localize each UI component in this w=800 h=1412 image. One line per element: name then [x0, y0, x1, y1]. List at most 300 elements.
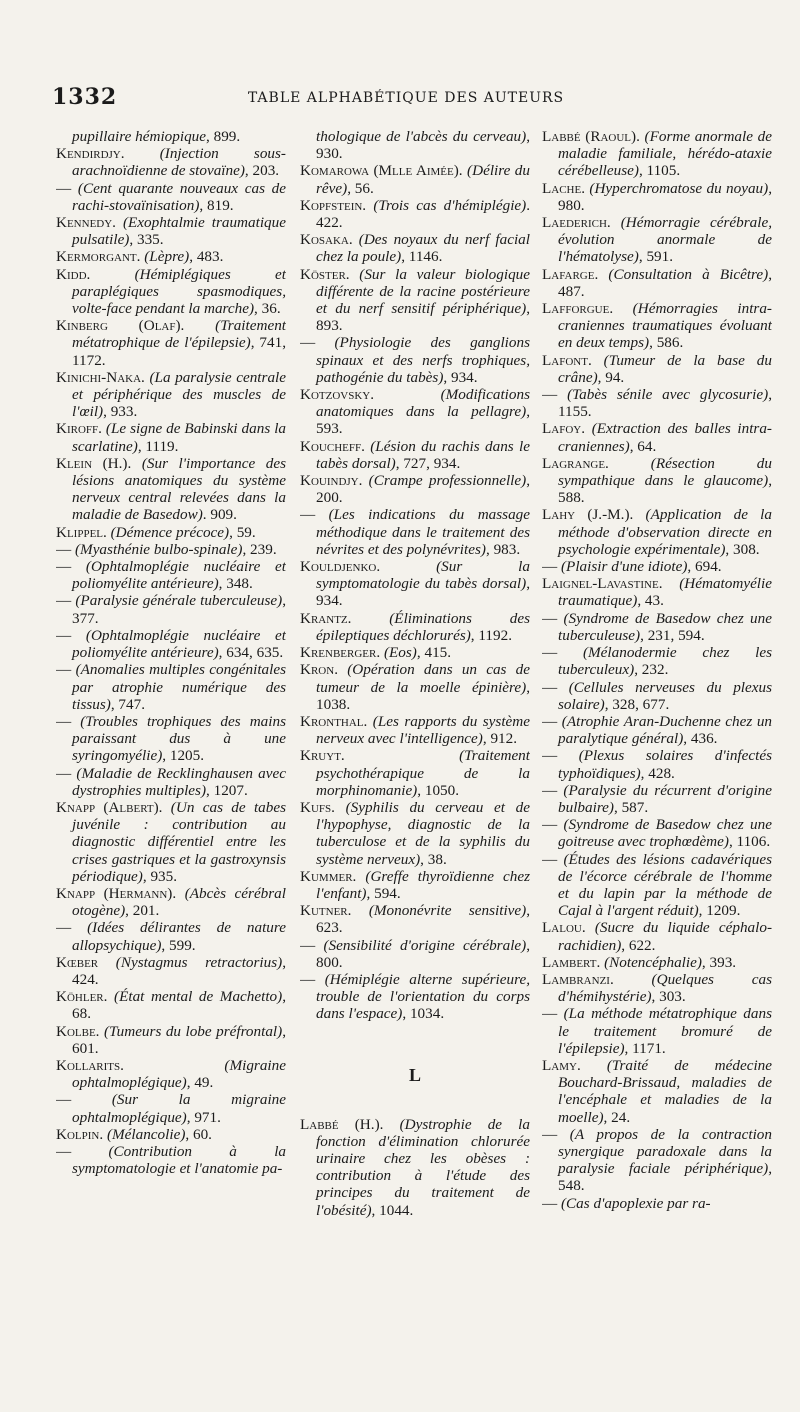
page-references: , 428.: [640, 764, 675, 782]
author-name: —: [56, 592, 72, 610]
index-entry: [542, 1126, 772, 1195]
page-references: , 60.: [185, 1125, 212, 1143]
page-references: , 415.: [416, 644, 452, 662]
index-entry: [542, 506, 772, 558]
work-title: (Myasthénie bulbo-spinale): [74, 540, 243, 558]
page-references: , 49.: [186, 1074, 214, 1092]
work-title: (Éliminations des épileptiques déchlorurés): [316, 609, 530, 644]
index-entry: [56, 1126, 286, 1143]
index-entry: [300, 713, 530, 747]
index-entry: [56, 1143, 286, 1177]
author-name: —: [300, 970, 316, 988]
index-entry: [300, 162, 530, 196]
page-references: , 348.: [218, 575, 253, 593]
page-references: , 1050.: [417, 781, 460, 799]
author-name: —: [542, 712, 558, 730]
page-references: , 201.: [125, 902, 160, 920]
page-references: , 308.: [725, 540, 760, 558]
page-references: , 622.: [621, 936, 656, 954]
work-title: (Syndrome de Basedow chez une goitreuse avec trophœdème): [558, 816, 772, 851]
work-title: (Mélanodermie chez les tuberculeux): [558, 644, 772, 679]
work-title: (Physiologie des ganglions spinaux et des nerfs trophiques, pathogénie du tabès): [316, 334, 530, 386]
running-title: TABLE ALPHABÉTIQUE DES AUTEURS: [247, 90, 565, 106]
work-title: (Résection du sympathique dans le glaucome): [558, 454, 772, 490]
author-name: —: [542, 558, 558, 576]
author-name: Komarowa (Mlle Aimée).: [300, 162, 463, 180]
page-references: , 200.: [316, 472, 530, 507]
work-title: (Nystagmus retractorius): [115, 953, 283, 971]
page-references: , 231, 594.: [640, 626, 705, 644]
index-entry: [56, 541, 286, 558]
index-entry: [542, 971, 772, 1005]
author-name: —: [56, 1091, 72, 1109]
work-title: (Ophtalmoplégie nucléaire et poliomyélite antérieure): [72, 626, 286, 662]
author-name: Kermorgant.: [56, 248, 141, 266]
page-references: , 24.: [603, 1108, 631, 1126]
page-references: , 59.: [229, 523, 256, 541]
work-title: (Consultation à Bicêtre): [608, 265, 769, 283]
page-references: , 694.: [687, 558, 722, 576]
author-name: Kinichi-Naka.: [56, 368, 145, 386]
work-title: (Sur l'importance des lésions anatomiques du système nerveux central relevées dans la maladie de Basedow): [72, 454, 286, 524]
author-name: —: [56, 540, 72, 558]
index-entry: [300, 386, 530, 438]
index-entry: [56, 1091, 286, 1125]
author-name: Koucheff.: [300, 437, 365, 455]
work-title: (Tabès sénile avec glycosurie): [567, 386, 769, 404]
author-name: —: [542, 850, 558, 868]
page-references: , 64.: [629, 437, 657, 455]
page-references: , 43.: [637, 592, 664, 610]
index-entry: [56, 214, 286, 248]
work-title: (Troubles trophiques des mains paraissant dus à une syringomyélie): [72, 712, 286, 765]
work-title: (Exophtalmie traumatique pulsatile): [72, 214, 286, 249]
author-name: Lafoy.: [542, 420, 586, 438]
index-entry: [56, 266, 286, 318]
work-title: (Syndrome de Basedow chez une tuberculeuse): [558, 609, 772, 644]
author-name: —: [542, 781, 558, 799]
author-name: Köhler.: [56, 988, 108, 1006]
work-title: (Sensibilité d'origine cérébrale): [323, 936, 527, 954]
author-name: Köster.: [300, 265, 350, 283]
page-references: , 38.: [420, 850, 447, 868]
page-references: , 328, 677.: [604, 695, 670, 713]
page-references: , 487.: [558, 265, 772, 300]
author-name: Krenberger.: [300, 644, 381, 662]
author-name: Kummer.: [300, 867, 357, 885]
work-title: (Études des lésions cadavériques de l'écorce cérébrale de l'homme et du lapin par la méthode de Cajal à l'argent réduit): [558, 850, 772, 920]
page-references: , 335.: [129, 231, 164, 249]
page-references: , 239.: [242, 540, 277, 558]
page-references: , 980.: [558, 179, 772, 214]
work-title: (Migraine ophtalmoplégique): [72, 1056, 286, 1092]
work-title: (Dystrophie de la fonction d'élimination chlorurée urinaire chez les obèses : contribution à l'étude des principes du traitement de l'obésité): [316, 1115, 530, 1219]
page-references: , 623.: [316, 902, 530, 937]
index-entry: [300, 868, 530, 902]
page-references: , 933.: [103, 403, 138, 421]
page-references: , 593.: [316, 403, 530, 438]
work-title: pupillaire hémiopique: [72, 128, 206, 145]
author-name: Lafont.: [542, 351, 592, 369]
author-name: Lahy (J.-M.).: [542, 506, 634, 524]
author-name: —: [56, 1142, 72, 1160]
page-references: , 203.: [244, 162, 280, 180]
index-entry: [300, 266, 530, 335]
page-references: , 912.: [482, 730, 518, 748]
index-entry: [56, 661, 286, 713]
index-entry: [56, 455, 286, 524]
page-references: , 548.: [558, 1160, 772, 1195]
work-title: (Notencéphalie): [604, 953, 702, 971]
index-entry: [56, 713, 286, 765]
index-entry: [300, 902, 530, 936]
index-entry: [56, 317, 286, 369]
work-title: (Quelques cas d'hémihystérie): [558, 970, 772, 1006]
work-title: (Mononévrite sensitive): [368, 902, 527, 920]
author-name: Lafforgue.: [542, 300, 614, 318]
work-title: (Mélancolie): [106, 1125, 186, 1143]
index-entry: [56, 1023, 286, 1057]
page-references: , 747.: [110, 695, 145, 713]
author-name: —: [542, 386, 558, 404]
index-entry: [542, 954, 772, 971]
index-entry: [300, 558, 530, 610]
author-name: Lambranzi.: [542, 970, 614, 988]
page-references: , 436.: [683, 730, 718, 748]
author-name: —: [542, 678, 558, 696]
index-entry: [542, 747, 772, 781]
page-header: [52, 84, 760, 114]
work-title: (La paralysie centrale et périphérique des muscles de l'œil): [72, 368, 286, 421]
index-entry: [300, 661, 530, 713]
author-name: —: [56, 626, 72, 644]
work-title: (Atrophie Aran-Duchenne chez un paralytique général): [558, 712, 772, 748]
author-name: Kendirdjy.: [56, 145, 125, 163]
work-title: (Paralysie générale tuberculeuse): [75, 592, 283, 610]
work-title: (Hémiplégie alterne supérieure, trouble de l'orientation du corps dans l'espace): [316, 970, 530, 1023]
author-name: Laederich.: [542, 214, 611, 232]
index-entry: [56, 1057, 286, 1091]
index-entry: [542, 782, 772, 816]
work-title: (Démence précoce): [110, 523, 230, 541]
author-name: Kouldjenko.: [300, 558, 381, 576]
author-name: —: [542, 1005, 558, 1023]
page-references: , 634, 635.: [218, 644, 284, 662]
work-title: (Traitement métatrophique de l'épilepsie): [72, 317, 286, 352]
work-title: (Contribution à la symptomatologie et l'anatomie pa-: [72, 1142, 286, 1178]
index-entry: [56, 765, 286, 799]
page-references: , 1105.: [638, 162, 681, 180]
author-name: Knapp (Hermann).: [56, 884, 177, 902]
author-name: Klein (H.).: [56, 454, 132, 472]
index-entry: [542, 420, 772, 454]
work-title: (Plaisir d'une idiote): [560, 558, 688, 576]
index-entry: [56, 558, 286, 592]
author-name: Kollarits.: [56, 1056, 124, 1074]
work-title: (Sur la migraine ophtalmoplégique): [72, 1091, 286, 1126]
page-references: , 934.: [443, 368, 478, 386]
author-name: Labbé (Raoul).: [542, 128, 640, 145]
index-column-2: [300, 128, 530, 1398]
page-references: , 1034.: [402, 1005, 445, 1023]
page-references: , 232.: [634, 661, 669, 679]
work-title: (Forme anormale de maladie familiale, hérédo-ataxie cérébelleuse): [558, 128, 772, 180]
work-title: (Extraction des balles intra-craniennes): [558, 420, 772, 455]
index-entry: [300, 438, 530, 472]
author-name: Kronthal.: [300, 712, 368, 730]
work-title: (Greffe thyroïdienne chez l'enfant): [316, 867, 530, 902]
page-references: , 1155.: [558, 386, 772, 421]
index-entry: [542, 816, 772, 850]
work-title: (Anomalies multiples congénitales par atrophie numérique des tissus): [72, 661, 286, 713]
author-name: Labbé (H.).: [300, 1115, 384, 1133]
author-name: Kolbe.: [56, 1022, 100, 1040]
page-references: , 1146.: [401, 248, 443, 266]
index-entry: [542, 128, 772, 180]
work-title: (Abcès cérébral otogène): [72, 884, 286, 920]
page-references: , 1044.: [371, 1201, 414, 1219]
index-entry: [542, 352, 772, 386]
author-name: —: [300, 936, 316, 954]
index-entry: [300, 971, 530, 1023]
index-entry: [56, 248, 286, 265]
page-references: , 393.: [701, 953, 737, 971]
work-title: (Cas d'apoplexie par ra-: [560, 1194, 711, 1212]
page-references: , 36.: [254, 300, 281, 318]
page-references: , 68.: [72, 988, 286, 1023]
author-name: Lamy.: [542, 1056, 581, 1074]
work-title: (Paralysie du récurrent d'origine bulbaire): [558, 781, 772, 816]
section-letter: L: [408, 1064, 421, 1085]
work-title: (Cent quarante nouveaux cas de rachi-stovaïnisation): [72, 179, 286, 214]
page-references: , 1207.: [206, 781, 248, 799]
work-title: thologique de l'abcès du cerveau): [316, 128, 527, 145]
index-entry: [56, 988, 286, 1022]
author-name: Laignel-Lavastine.: [542, 575, 663, 593]
page-references: , 594.: [366, 884, 401, 902]
author-name: Lagrange.: [542, 454, 609, 472]
author-name: —: [542, 747, 558, 765]
page-references: , 1119.: [137, 437, 179, 455]
index-entry: [56, 145, 286, 179]
author-name: —: [542, 609, 558, 627]
page-references: , 930.: [316, 128, 530, 163]
work-title: (Injection sous-arachnoïdienne de stovaïne): [72, 145, 286, 180]
work-title: (A propos de la contraction synergique paradoxale dans la paralysie faciale périphérique): [558, 1125, 772, 1178]
index-entry: [300, 1116, 530, 1219]
author-name: —: [56, 179, 72, 197]
work-title: (Eos): [383, 644, 417, 662]
page-references: , 586.: [649, 334, 684, 352]
author-name: —: [542, 1194, 558, 1212]
work-title: (Lèpre): [144, 248, 190, 266]
index-entry: [542, 713, 772, 747]
index-entry: [542, 455, 772, 507]
index-entry: [56, 919, 286, 953]
page-references: . 422.: [316, 196, 530, 232]
author-name: Lalou.: [542, 919, 586, 937]
index-entry: [542, 1195, 772, 1212]
index-entry: [300, 231, 530, 265]
page-references: , 727, 934.: [395, 454, 461, 472]
index-entry: [56, 627, 286, 661]
index-entry: [542, 644, 772, 678]
index-entry: [542, 558, 772, 575]
author-name: Kotzovsky.: [300, 386, 375, 404]
author-name: —: [56, 558, 72, 576]
author-name: Kiroff.: [56, 420, 102, 438]
work-title: (Opération dans un cas de tumeur de la moelle épinière): [316, 661, 530, 696]
page-references: , 1171.: [624, 1039, 666, 1057]
index-entry: [542, 610, 772, 644]
work-title: (Le signe de Babinski dans la scarlatine): [72, 420, 286, 455]
index-entry: [56, 592, 286, 626]
index-entry: [300, 197, 530, 231]
author-name: Kopfstein.: [300, 196, 367, 214]
author-name: Kœber: [56, 953, 99, 971]
work-title: (Crampe professionnelle): [368, 472, 527, 490]
page-references: , 983.: [485, 540, 521, 558]
index-entry: [300, 128, 530, 162]
page-references: , 94.: [597, 368, 625, 386]
author-name: —: [56, 712, 72, 730]
author-name: Lambert.: [542, 953, 601, 971]
page-references: , 591.: [638, 248, 674, 266]
work-title: (Cellules nerveuses du plexus solaire): [558, 678, 772, 713]
page-references: , 1209.: [698, 902, 741, 920]
work-title: (Traité de médecine Bouchard-Brissaud, maladies de l'encéphale et maladies de la moelle): [558, 1056, 772, 1126]
page-references: , 601.: [72, 1022, 286, 1057]
author-name: —: [300, 334, 316, 352]
work-title: (État mental de Machetto): [114, 988, 283, 1006]
author-name: Krantz.: [300, 609, 352, 627]
work-title: (La méthode métatrophique dans le traitement bromuré de l'épilepsie): [558, 1005, 772, 1057]
author-name: Kruyt.: [300, 747, 345, 765]
work-title: (Lésion du rachis dans le tabès dorsal): [316, 437, 530, 472]
author-name: Kolpin.: [56, 1125, 104, 1143]
author-name: —: [56, 764, 72, 782]
index-column-1: [56, 128, 286, 1398]
page-references: , 587.: [613, 798, 649, 816]
work-title: (Hémiplégiques et paraplégiques spasmodiques, volte-face pendant la marche): [72, 265, 286, 318]
index-column-3: [542, 128, 772, 1398]
work-title: (Idées délirantes de nature allopsychique): [72, 919, 286, 954]
work-title: (Hématomyélie traumatique): [558, 575, 772, 610]
index-entry: [56, 524, 286, 541]
work-title: (Traitement psychothérapique de la morphinomanie): [316, 747, 530, 799]
index-entry: [542, 300, 772, 352]
page-references: , 599.: [161, 936, 196, 954]
page-references: , 893.: [316, 300, 530, 335]
work-title: (Tumeurs du lobe préfrontal): [103, 1022, 283, 1040]
page-references: , 483.: [189, 248, 224, 266]
work-title: (Sur la symptomatologie du tabès dorsal): [316, 558, 530, 593]
index-columns: [56, 128, 786, 1398]
author-name: Kouindjy.: [300, 472, 363, 490]
page-references: , 971.: [186, 1108, 221, 1126]
author-name: —: [56, 661, 72, 679]
index-entry: [542, 851, 772, 920]
index-entry: [56, 885, 286, 919]
page-references: , 424.: [72, 953, 286, 988]
index-entry: [542, 919, 772, 953]
work-title: (Les rapports du système nerveux avec l'intelligence): [316, 712, 530, 748]
author-name: Knapp (Albert).: [56, 798, 163, 816]
work-title: (Les indications du massage méthodique dans le traitement des névrites et des polynévrites): [316, 506, 530, 558]
index-entry: [542, 266, 772, 300]
work-title: (Trois cas d'hémiplégie): [373, 196, 527, 214]
work-title: (Plexus solaires d'infectés typhoïdiques): [558, 747, 772, 782]
page-references: . 909.: [202, 506, 237, 524]
index-entry: [542, 679, 772, 713]
index-entry: [300, 472, 530, 506]
author-name: —: [542, 644, 558, 662]
index-entry: [300, 610, 530, 644]
page-references: , 56.: [347, 179, 374, 197]
index-entry: [56, 420, 286, 454]
work-title: (Délire du rêve): [316, 162, 530, 197]
index-entry: [56, 180, 286, 214]
work-title: (Sur la valeur biologique différente de la racine postérieure et du nerf sensitif périphérique): [316, 265, 530, 318]
author-name: Lafarge.: [542, 265, 599, 283]
author-name: Lache.: [542, 179, 586, 197]
page-number: 1332: [52, 84, 118, 110]
index-entry: [542, 1057, 772, 1126]
index-entry: [542, 180, 772, 214]
page-references: , 303.: [651, 988, 686, 1006]
page-references: , 588.: [558, 472, 772, 507]
index-entry: [542, 1005, 772, 1057]
page-references: , 819.: [199, 196, 234, 214]
work-title: (Modifications anatomiques dans la pellagre): [316, 386, 530, 421]
author-name: —: [542, 816, 558, 834]
author-name: —: [542, 1125, 558, 1143]
page-references: , 1192.: [470, 626, 512, 644]
index-entry: [542, 214, 772, 266]
work-title: (Tumeur de la base du crâne): [558, 351, 772, 386]
index-entry: [56, 369, 286, 421]
work-title: (Un cas de tabes juvénile : contribution au diagnostic différentiel entre les crises gastriques et la gastroxynsis périodique): [72, 798, 286, 885]
author-name: Kutner.: [300, 902, 352, 920]
page-references: , 741, 1172.: [72, 334, 286, 369]
work-title: (Des noyaux du nerf facial chez la poule): [316, 231, 530, 266]
work-title: (Application de la méthode d'observation directe en psychologie expérimentale): [558, 506, 772, 558]
index-entry: [300, 799, 530, 868]
author-name: Kinberg (Olaf).: [56, 317, 185, 335]
work-title: (Sucre du liquide céphalo-rachidien): [558, 919, 772, 954]
author-name: Kosaka.: [300, 231, 353, 249]
page-references: , 899.: [206, 128, 241, 145]
author-name: —: [56, 919, 72, 937]
page-references: , 377.: [72, 592, 286, 627]
index-entry: [300, 644, 530, 661]
author-name: Klippel.: [56, 523, 107, 541]
work-title: (Syphilis du cerveau et de l'hypophyse, diagnostic de la tuberculose et de la syphilis du système nerveux): [316, 798, 530, 868]
index-entry: [56, 954, 286, 988]
author-name: Kufs.: [300, 798, 335, 816]
index-entry: [300, 334, 530, 386]
page-references: , 935.: [142, 867, 178, 885]
index-entry: [300, 937, 530, 971]
author-name: Kidd.: [56, 265, 91, 283]
work-title: (Hyperchromatose du noyau): [589, 179, 769, 197]
index-entry: [542, 575, 772, 609]
work-title: (Hémorragie cérébrale, évolution anormale de l'hématolyse): [558, 214, 772, 266]
index-entry: [56, 128, 286, 145]
index-entry: [300, 506, 530, 558]
index-entry: [300, 747, 530, 799]
index-entry: [56, 799, 286, 885]
